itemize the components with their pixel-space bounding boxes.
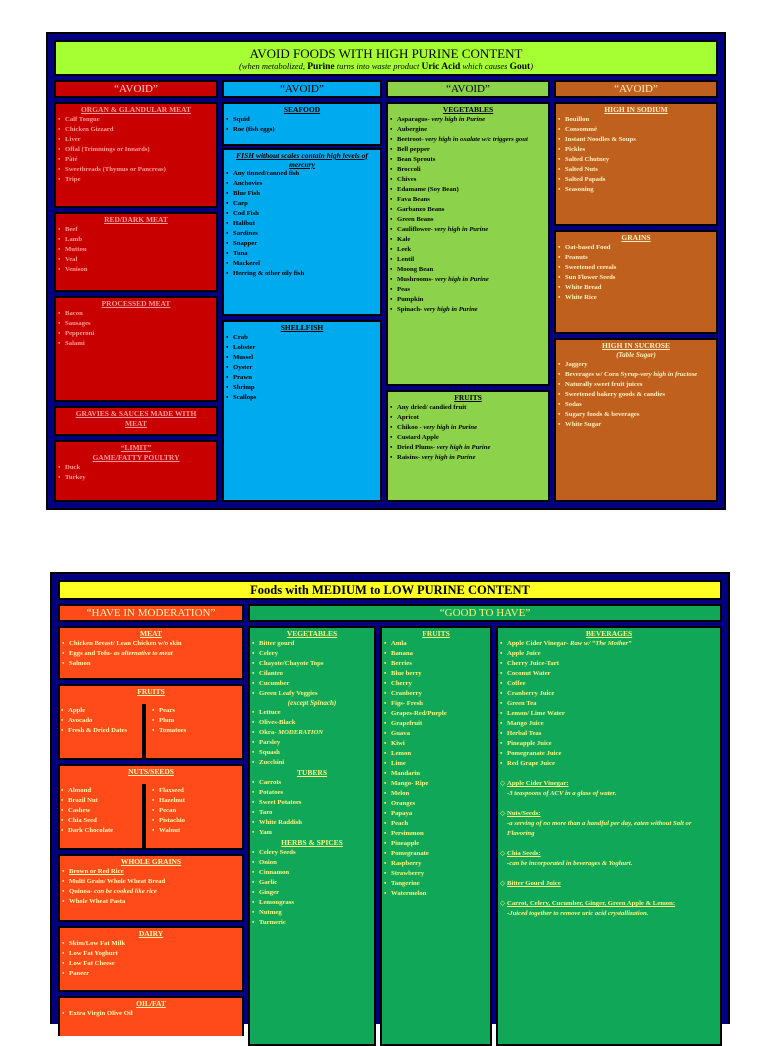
sodium-heading: HIGH IN SODIUM [604,105,668,114]
list-item: • Kiwi [384,739,488,749]
tubers-heading: TUBERS [296,768,327,777]
list-item: • Salami [58,339,214,349]
list-item: • Raspberry [384,859,488,869]
list-item: • Sodas [558,400,714,410]
list-item: • Taro [252,808,372,818]
fruits-moderation-box [58,684,244,760]
list-item: • Lemon/ Lime Water [500,709,718,719]
list-item: • Melon [384,789,488,799]
list-item: • Olives-Black [252,718,372,728]
avoid-label-meat: “AVOID” [54,80,218,98]
list-item: • Spinach- very high in Purine [390,305,546,315]
limit-box [54,440,218,502]
list-item: • Flaxseed [152,786,238,796]
list-item: • Persimmon [384,829,488,839]
note-juice-text: -Juiced together to remove uric acid crystallization. [507,910,649,917]
list-item: • Whole Wheat Pasta [62,897,240,907]
low-purine-title-box [58,580,722,600]
avoid-label-seafood: “AVOID” [222,80,382,98]
list-item: • Veal [58,255,214,265]
whole-grains-box [58,854,244,922]
sucrose-subheading: (Table Sugar) [616,351,656,359]
vegetables-good-box [248,626,376,1046]
list-item: • Apple Juice [500,649,718,659]
list-item: • Sun Flower Seeds [558,273,714,283]
seafood-heading: SEAFOOD [283,105,321,114]
list-item: • Lime [384,759,488,769]
list-item: • Tangerine [384,879,488,889]
list-item: • Green Leafy Veggies [252,689,372,699]
list-item: • Chikoo - very high in Purine [390,423,546,433]
list-item: • Green Tea [500,699,718,709]
except-spinach-note: (except Spinach) [287,699,337,707]
list-item: • Brazil Nut [61,796,145,806]
list-item: • Turkey [58,473,214,483]
fruits-avoid-box [386,390,550,502]
list-item: • Apple [61,706,145,716]
list-item: • Plum [152,716,238,726]
shellfish-heading: SHELLFISH [280,323,324,332]
red-meat-box [54,212,218,292]
list-item: • Pecan [152,806,238,816]
list-item: • Turmeric [252,918,372,928]
beverages-box [496,626,722,1046]
list-item: • Skim/Low Fat Milk [62,939,240,949]
list-item: • Tripe [58,175,214,185]
list-item: • Extra Virgin Olive Oil [62,1009,240,1019]
list-item: • Hazelnut [152,796,238,806]
list-item: • Tuna [226,249,378,259]
list-item: • Sweetbreads (Thymus or Pancreas) [58,165,214,175]
list-item: • Scallops [226,393,378,403]
list-item: • Peas [390,285,546,295]
list-item: • Cinnamon [252,868,372,878]
list-item: • Apricot [390,413,546,423]
note-bitter-gourd-title: ◇ Bitter Gourd Juice [500,879,718,889]
grains-avoid-box [554,230,718,334]
list-item: • Halibut [226,219,378,229]
list-item: • Shrimp [226,383,378,393]
meat-moderation-box [58,626,244,680]
avoid-label-sodium: “AVOID” [554,80,718,98]
note-acv-text: -3 teaspoons of ACV in a glass of water. [507,790,617,797]
list-item: • Low Fat Cheese [62,959,240,969]
list-item: • Papaya [384,809,488,819]
list-item: • Mango Juice [500,719,718,729]
high-purine-title: AVOID FOODS WITH HIGH PURINE CONTENT [249,46,523,61]
list-item: • Offal (Trimmings or Innards) [58,145,214,155]
limit-label: “LIMIT” [120,443,152,452]
list-item: • Onion [252,858,372,868]
list-item: • Cranberry Juice [500,689,718,699]
list-item: • Grapefruit [384,719,488,729]
list-item: • Peach [384,819,488,829]
nuts-right [152,786,238,836]
list-item: • Pâté [58,155,214,165]
list-item: • Walnut [152,826,238,836]
list-item: • Pomegranate [384,849,488,859]
list-item: • Prawn [226,373,378,383]
dairy-box [58,926,244,992]
list-item: • Watermelon [384,889,488,899]
sodium-box [554,102,718,226]
list-item: • Calf Tongue [58,115,214,125]
list-item: • Garlic [252,878,372,888]
list-item: • Mango- Ripe [384,779,488,789]
list-item: • Dark Chocolate [61,826,145,836]
list-item: • Sardines [226,229,378,239]
list-item: • Eggs and Tofu- as alternative to meat [62,649,240,659]
list-item: • Venison [58,265,214,275]
divider [142,784,146,850]
note-chia-title: ◇ Chia Seeds: [500,849,718,859]
sucrose-box [554,338,718,502]
list-item: • Salted Papads [558,175,714,185]
avoid-label-vegetables: “AVOID” [386,80,550,98]
divider [142,704,146,760]
sucrose-heading: HIGH IN SUCROSE [602,341,670,350]
list-item: • Seasoning [558,185,714,195]
list-item: • Lemongrass [252,898,372,908]
list-item: • Kale [390,235,546,245]
list-item: • Salmon [62,659,240,669]
fruits-good-box [380,626,492,1046]
list-item: • Paneer [62,969,240,979]
list-item: • White Bread [558,283,714,293]
fruits-good-heading: FRUITS [422,629,450,638]
list-item: • Pomegranate Juice [500,749,718,759]
list-item: • Ginger [252,888,372,898]
list-item: • Okra- MODERATION [252,728,372,738]
list-item: • Pepperoni [58,329,214,339]
list-item: • Cod Fish [226,209,378,219]
list-item: • Moong Bean [390,265,546,275]
list-item: • Strawberry [384,869,488,879]
note-juice-title: ◇ Carrot, Celery, Cucumber, Ginger, Green Apple & Lemon: [500,899,718,909]
grains-avoid-heading: GRAINS [621,233,651,242]
list-item: • Lobster [226,343,378,353]
vegetables-avoid-heading: VEGETABLES [442,105,494,114]
list-item: • Salted Nuts [558,165,714,175]
list-item: • Oranges [384,799,488,809]
list-item: • Cherry [384,679,488,689]
shellfish-box [222,320,382,502]
list-item: • Berries [384,659,488,669]
list-item: • Custard Apple [390,433,546,443]
list-item: • Beetroot- very high in oxalate w/c triggers gout [390,135,546,145]
list-item: • Chives [390,175,546,185]
list-item: • Cherry Juice-Tart [500,659,718,669]
list-item: • Coconut Water [500,669,718,679]
vegetables-good-heading: VEGETABLES [286,629,338,638]
list-item: • Duck [58,463,214,473]
list-item: • Beef [58,225,214,235]
list-item: • Mushrooms- very high in Purine [390,275,546,285]
list-item: • Cilantro [252,669,372,679]
list-item: • Carrots [252,778,372,788]
list-item: • Figs- Fresh [384,699,488,709]
list-item: • Green Beans [390,215,546,225]
list-item: • Apple Cider Vinegar- Raw w/ “The Mother” [500,639,718,649]
list-item: • Multi Grain/ Whole Wheat Bread [62,877,240,887]
list-item: • Snapper [226,239,378,249]
list-item: • Fresh & Dried Dates [61,726,145,736]
list-item: • Sweetened cereals [558,263,714,273]
gravies-heading: GRAVIES & SAUCES MADE WITH MEAT [75,409,197,428]
list-item: • Carp [226,199,378,209]
list-item: • Chicken Gizzard [58,125,214,135]
nuts-box [58,764,244,850]
moderation-label: “HAVE IN MODERATION” [58,604,244,622]
good-to-have-label: “GOOD TO HAVE” [248,604,722,622]
list-item: • Bell pepper [390,145,546,155]
list-item: • Pineapple [384,839,488,849]
list-item: • Cashew [61,806,145,816]
list-item: • Oat-based Food [558,243,714,253]
organ-meat-box [54,102,218,208]
list-item: • Beverages w/ Corn Syrup-very high in fructose [558,370,714,380]
list-item: • Pears [152,706,238,716]
list-item: • Squash [252,748,372,758]
note-nuts-title: ◇ Nuts/Seeds: [500,809,718,819]
list-item: • Sausages [58,319,214,329]
list-item: • Mackerel [226,259,378,269]
list-item: • Cranberry [384,689,488,699]
list-item: • Potatoes [252,788,372,798]
fruits-moderation-left [61,706,145,736]
oil-box [58,996,244,1036]
nuts-left [61,786,145,836]
organ-meat-heading: ORGAN & GLANDULAR MEAT [80,105,192,114]
list-item: • Squid [226,115,378,125]
note-acv-title: ◇ Apple Cider Vinegar: [500,779,718,789]
list-item: • Tomatoes [152,726,238,736]
fruits-moderation-heading: FRUITS [137,687,165,696]
list-item: • Lemon [384,749,488,759]
list-item: • Pistachio [152,816,238,826]
high-purine-title-box [54,40,718,76]
list-item: • Jaggery [558,360,714,370]
list-item: • Consommé [558,125,714,135]
list-item: • Salted Chutney [558,155,714,165]
list-item: • Lentil [390,255,546,265]
list-item: • Asparagus- very high in Purine [390,115,546,125]
fruits-moderation-right [152,706,238,736]
list-item: • Bacon [58,309,214,319]
list-item: • Herring & other oily fish [226,269,378,279]
red-meat-heading: RED/DARK MEAT [104,215,168,224]
list-item: • Nutmeg [252,908,372,918]
fruits-avoid-heading: FRUITS [454,393,482,402]
gravies-box [54,406,218,436]
list-item: • Pickles [558,145,714,155]
list-item: • Dried Plums- very high in Purine [390,443,546,453]
limit-heading: GAME/FATTY POULTRY [92,453,180,462]
list-item: • Sweetened bakery goods & candies [558,390,714,400]
list-item: • Grapes-Red/Purple [384,709,488,719]
list-item: • Instant Noodles & Soups [558,135,714,145]
list-item: • Crab [226,333,378,343]
list-item: • Banana [384,649,488,659]
list-item: • Sweet Potatoes [252,798,372,808]
processed-meat-heading: PROCESSED MEAT [101,299,171,308]
vegetables-avoid-box [386,102,550,386]
list-item: • Low Fat Yoghurt [62,949,240,959]
list-item: • Coffee [500,679,718,689]
list-item: • Chayote/Chayote Tops [252,659,372,669]
list-item: • White Raddish [252,818,372,828]
note-chia-text: -can be incorporated in beverages & Yoghurt. [507,860,633,867]
seafood-box [222,102,382,146]
list-item: • Pumpkin [390,295,546,305]
list-item: • Parsley [252,738,372,748]
meat-moderation-heading: MEAT [140,629,162,638]
list-item: • Naturally sweet fruit juices [558,380,714,390]
list-item: • Quinoa- can be cooked like rice [62,887,240,897]
list-item: • Cauliflower- very high in Purine [390,225,546,235]
list-item: • Fava Beans [390,195,546,205]
list-item: • Zucchini [252,758,372,768]
list-item: • Aubergine [390,125,546,135]
list-item: • Almond [61,786,145,796]
list-item: • White Rice [558,293,714,303]
list-item: • Bouillon [558,115,714,125]
list-item: • Avocado [61,716,145,726]
list-item: • Any dried/ candied fruit [390,403,546,413]
list-item: • Bitter gourd [252,639,372,649]
processed-meat-box [54,296,218,402]
list-item: • Chia Seed [61,816,145,826]
list-item: • Blue Fish [226,189,378,199]
list-item: • White Sugar [558,420,714,430]
list-item: • Garbanzo Beans [390,205,546,215]
list-item: • Yam [252,828,372,838]
list-item: • Oyster [226,363,378,373]
list-item: • Bean Sprouts [390,155,546,165]
list-item: • Lamb [58,235,214,245]
list-item: • Brown or Red Rice [62,867,240,877]
list-item: • Amla [384,639,488,649]
herbs-heading: HERBS & SPICES [281,838,343,847]
list-item: • Cucumber [252,679,372,689]
nuts-heading: NUTS/SEEDS [128,767,174,776]
list-item: • Red Grape Juice [500,759,718,769]
list-item: • Celery Seeds [252,848,372,858]
list-item: • Mandarin [384,769,488,779]
dairy-heading: DAIRY [138,929,164,938]
low-purine-chart [50,572,730,1024]
list-item: • Edamame (Soy Bean) [390,185,546,195]
whole-grains-heading: WHOLE GRAINS [120,857,182,866]
fish-box [222,148,382,316]
low-purine-title: Foods with MEDIUM to LOW PURINE CONTENT [250,583,530,597]
beverages-heading: BEVERAGES [585,629,633,638]
list-item: • Anchovies [226,179,378,189]
fish-heading: FISH without scales contain high levels of mercury [236,151,368,169]
high-purine-subtitle: (when metabolized, Purine turns into waste product Uric Acid which causes Gout) [238,61,534,72]
list-item: • Mussel [226,353,378,363]
oil-heading: OIL/FAT [136,999,166,1008]
list-item: • Peanuts [558,253,714,263]
list-item: • Roe (fish eggs) [226,125,378,135]
list-item: • Lettuce [252,708,372,718]
list-item: • Liver [58,135,214,145]
list-item: • Guava [384,729,488,739]
list-item: • Blue berry [384,669,488,679]
list-item: • Any tinned/canned fish [226,169,378,179]
list-item: • Pineapple Juice [500,739,718,749]
list-item: • Sugary foods & beverages [558,410,714,420]
high-purine-chart [46,32,726,510]
list-item: • Chicken Breast/ Lean Chicken w/o skin [62,639,240,649]
list-item: • Leek [390,245,546,255]
note-nuts-text: -a serving of no more than a handful per day, eaten without Salt or Flavoring [507,820,692,837]
list-item: • Mutton [58,245,214,255]
list-item: • Raisins- very high in Purine [390,453,546,463]
list-item: • Celery [252,649,372,659]
list-item: • Broccoli [390,165,546,175]
list-item: • Herbal Teas [500,729,718,739]
